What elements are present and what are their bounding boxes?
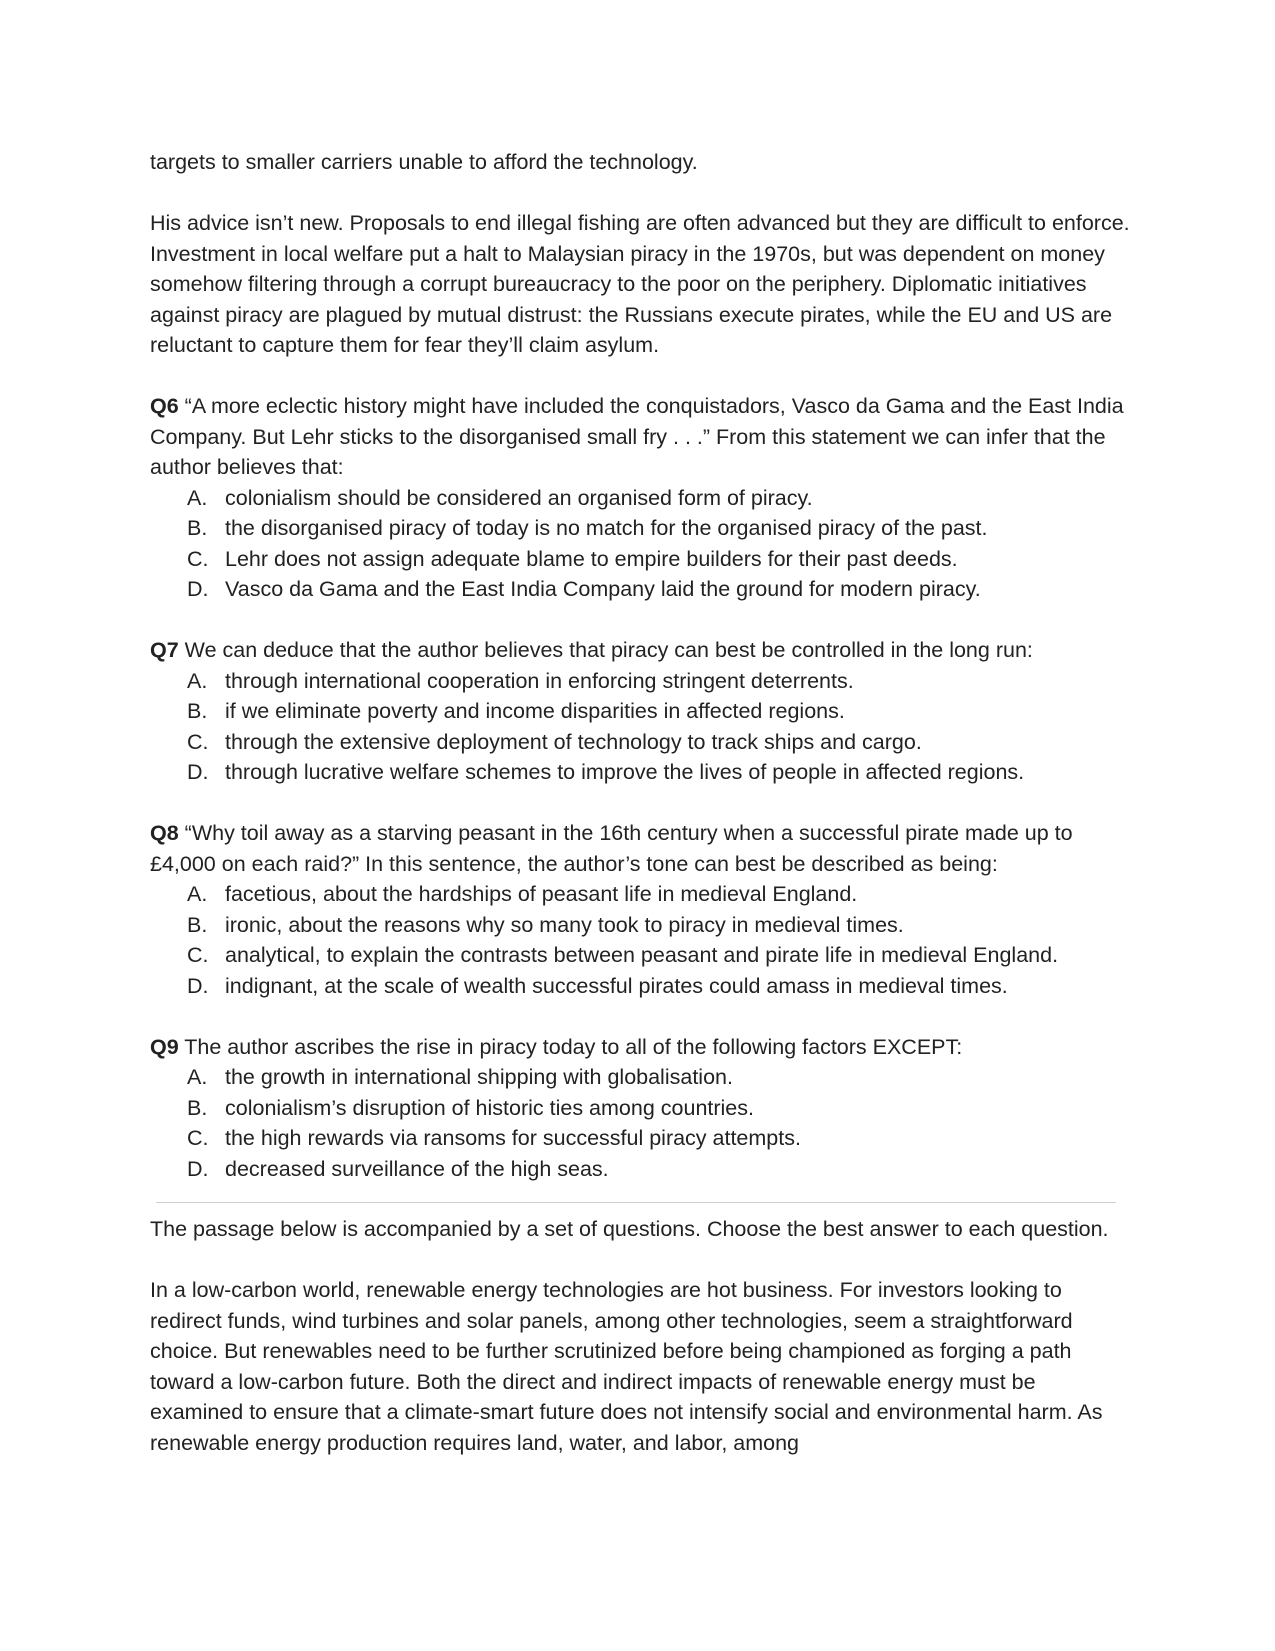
option-letter: C. [187,729,209,754]
option-text: if we eliminate poverty and income disparities in affected regions. [225,699,845,723]
option-c[interactable] [150,1123,1130,1154]
option-letter: B. [187,516,208,540]
spacer [150,788,1130,819]
option-text: colonialism’s disruption of historic ties among countries. [225,1095,754,1120]
question-stem [150,391,1130,483]
option-text: Lehr does not assign adequate blame to empire builders for their past deeds. [225,546,958,571]
option-text: Vasco da Gama and the East India Company laid the ground for modern piracy. [225,577,981,601]
option-d[interactable] [150,971,1130,1002]
question-label: Q6 [150,394,179,418]
option-letter: D. [187,577,209,601]
document-content [150,147,1130,1458]
question-label: Q9 [150,1034,179,1059]
option-letter: B. [187,912,208,937]
option-text: analytical, to explain the contrasts between peasant and pirate life in medieval England. [225,943,1059,967]
option-letter: C. [187,1126,209,1150]
option-letter: A. [187,1065,208,1089]
option-letter: B. [187,1095,208,1120]
answer-options [150,483,1130,605]
option-b[interactable] [150,910,1130,941]
option-letter: C. [187,943,209,967]
answer-options [150,1062,1130,1184]
option-letter: B. [187,699,208,723]
question-text: “Why toil away as a starving peasant in the 16th century when a successful pirate made up to £4,000 on each raid?” In this sentence, the author’s tone can best be described as being: [150,821,1073,876]
option-a[interactable] [150,1062,1130,1093]
option-b[interactable] [150,1093,1130,1124]
option-text: the disorganised piracy of today is no match for the organised piracy of the past. [225,516,988,540]
answer-options [150,879,1130,1001]
option-letter: D. [187,973,209,998]
option-text: decreased surveillance of the high seas. [225,1156,609,1181]
option-a[interactable] [150,666,1130,697]
option-text: colonialism should be considered an organised form of piracy. [225,485,813,510]
passage2-instruction: The passage below is accompanied by a set of questions. Choose the best answer to each question. [150,1217,1109,1241]
option-letter: A. [187,668,208,693]
spacer [150,361,1130,392]
option-text: indignant, at the scale of wealth successful pirates could amass in medieval times. [225,973,1008,998]
section-divider [156,1202,1116,1203]
option-a[interactable] [150,879,1130,910]
option-letter: A. [187,485,208,510]
option-c[interactable] [150,544,1130,575]
question-label: Q7 [150,638,179,662]
option-d[interactable] [150,574,1130,605]
question-stem [150,818,1130,879]
question-text: The author ascribes the rise in piracy today to all of the following factors EXCEPT: [184,1034,963,1059]
option-text: through the extensive deployment of technology to track ships and cargo. [225,729,922,754]
question-q9 [150,1032,1130,1185]
option-letter: D. [187,760,209,784]
option-text: ironic, about the reasons why so many took to piracy in medieval times. [225,912,904,937]
option-text: through international cooperation in enforcing stringent deterrents. [225,668,854,693]
option-c[interactable] [150,940,1130,971]
option-b[interactable] [150,513,1130,544]
passage1-continuation: targets to smaller carriers unable to afford the technology. [150,150,698,174]
question-label: Q8 [150,821,179,845]
option-a[interactable] [150,483,1130,514]
passage1-paragraph: His advice isn’t new. Proposals to end illegal fishing are often advanced but they are difficult to enforce. Investment in local welfare put a halt to Malaysian piracy in the 1970s, but was dependent on money somehow filtering through a corrupt bureaucracy to the poor on the periphery. Diplomatic initiatives against piracy are plagued by mutual distrust: the Russians execute pirates, while the EU and US are reluctant to capture them for fear they’ll claim asylum. [150,211,1130,357]
question-text: “A more eclectic history might have included the conquistadors, Vasco da Gama and the East India Company. But Lehr sticks to the disorganised small fry . . .” From this statement we can infer that the author believes that: [150,394,1124,479]
option-b[interactable] [150,696,1130,727]
option-c[interactable] [150,727,1130,758]
option-text: the high rewards via ransoms for successful piracy attempts. [225,1126,801,1150]
question-q8 [150,818,1130,1001]
option-text: facetious, about the hardships of peasant life in medieval England. [225,882,858,906]
question-q6 [150,391,1130,605]
option-letter: C. [187,546,209,571]
answer-options [150,666,1130,788]
option-text: the growth in international shipping with globalisation. [225,1065,733,1089]
option-text: through lucrative welfare schemes to improve the lives of people in affected regions. [225,760,1025,784]
question-stem [150,635,1130,666]
question-stem [150,1032,1130,1063]
spacer [150,1245,1130,1276]
question-q7 [150,635,1130,788]
option-d[interactable] [150,757,1130,788]
spacer [150,605,1130,636]
spacer [150,178,1130,209]
option-letter: A. [187,882,208,906]
question-text: We can deduce that the author believes that piracy can best be controlled in the long run: [184,638,1033,662]
option-letter: D. [187,1156,209,1181]
spacer [150,1001,1130,1032]
passage2-paragraph: In a low-carbon world, renewable energy technologies are hot business. For investors looking to redirect funds, wind turbines and solar panels, among other technologies, seem a straightforward choice. But renewables need to be further scrutinized before being championed as forging a path toward a low-carbon future. Both the direct and indirect impacts of renewable energy must be examined to ensure that a climate-smart future does not intensify social and environmental harm. As renewable energy production requires land, water, and labor, among [150,1278,1103,1455]
option-d[interactable] [150,1154,1130,1185]
